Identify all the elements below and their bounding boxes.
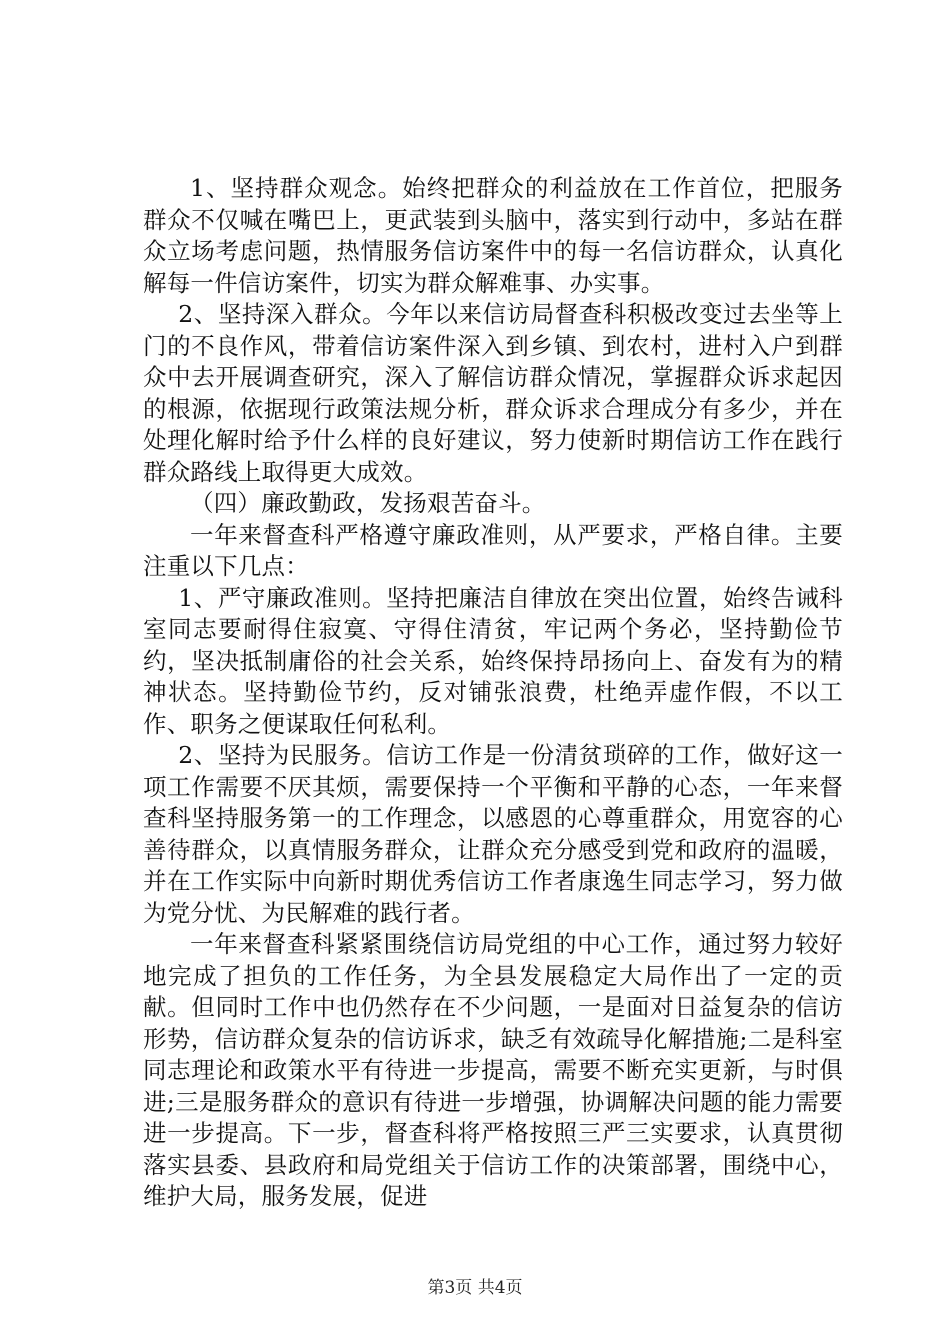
paragraph-intro: 一年来督查科严格遵守廉政准则，从严要求，严格自律。主要注重以下几点： — [143, 520, 843, 580]
paragraph-item-1: 1、坚持群众观念。始终把群众的利益放在工作首位，把服务群众不仅喊在嘴巴上，更武装到头脑中，落实到行动中，多站在群众立场考虑问题，热情服务信访案件中的每一名信访群众，认真化解每一件信访案件，切实为群众解难事、办实事。 — [143, 174, 843, 297]
page-number: 第3页 共4页 — [427, 1278, 523, 1298]
page-footer — [0, 1273, 950, 1298]
paragraph-item-2-service: 2、坚持为民服务。信访工作是一份清贫琐碎的工作，做好这一项工作需要不厌其烦，需要保持一个平衡和平静的心态，一年来督查科坚持服务第一的工作理念，以感恩的心尊重群众，用宽容的心善待群众，以真情服务群众，让群众充分感受到党和政府的温暖，并在工作实际中向新时期优秀信访工作者康逸生同志学习，努力做为党分忧、为民解难的践行者。 — [143, 741, 843, 927]
section-heading-4: （四）廉政勤政，发扬艰苦奋斗。 — [190, 489, 546, 517]
body-text — [143, 173, 843, 1213]
paragraph-summary: 一年来督查科紧紧围绕信访局党组的中心工作，通过努力较好地完成了担负的工作任务，为全县发展稳定大局作出了一定的贡献。但同时工作中也仍然存在不少问题，一是面对日益复杂的信访形势，信访群众复杂的信访诉求，缺乏有效疏导化解措施;二是科室同志理论和政策水平有待进一步提高，需要不断充实更新，与时俱进;三是服务群众的意识有待进一步增强，协调解决问题的能力需要进一步提高。下一步，督查科将严格按照三严三实要求，认真贯彻落实县委、县政府和局党组关于信访工作的决策部署，围绕中心，维护大局，服务发展，促进 — [143, 930, 843, 1210]
paragraph-item-2: 2、坚持深入群众。今年以来信访局督查科积极改变过去坐等上门的不良作风，带着信访案件深入到乡镇、到农村，进村入户到群众中去开展调查研究，深入了解信访群众情况，掌握群众诉求起因的根源，依据现行政策法规分析，群众诉求合理成分有多少，并在处理化解时给予什么样的良好建议，努力使新时期信访工作在践行群众路线上取得更大成效。 — [143, 300, 843, 486]
paragraph-item-1-integrity: 1、严守廉政准则。坚持把廉洁自律放在突出位置，始终告诫科室同志要耐得住寂寞、守得住清贫，牢记两个务必，坚持勤俭节约，坚决抵制庸俗的社会关系，始终保持昂扬向上、奋发有为的精神状态。坚持勤俭节约，反对铺张浪费，杜绝弄虚作假，不以工作、职务之便谋取任何私利。 — [143, 583, 843, 738]
